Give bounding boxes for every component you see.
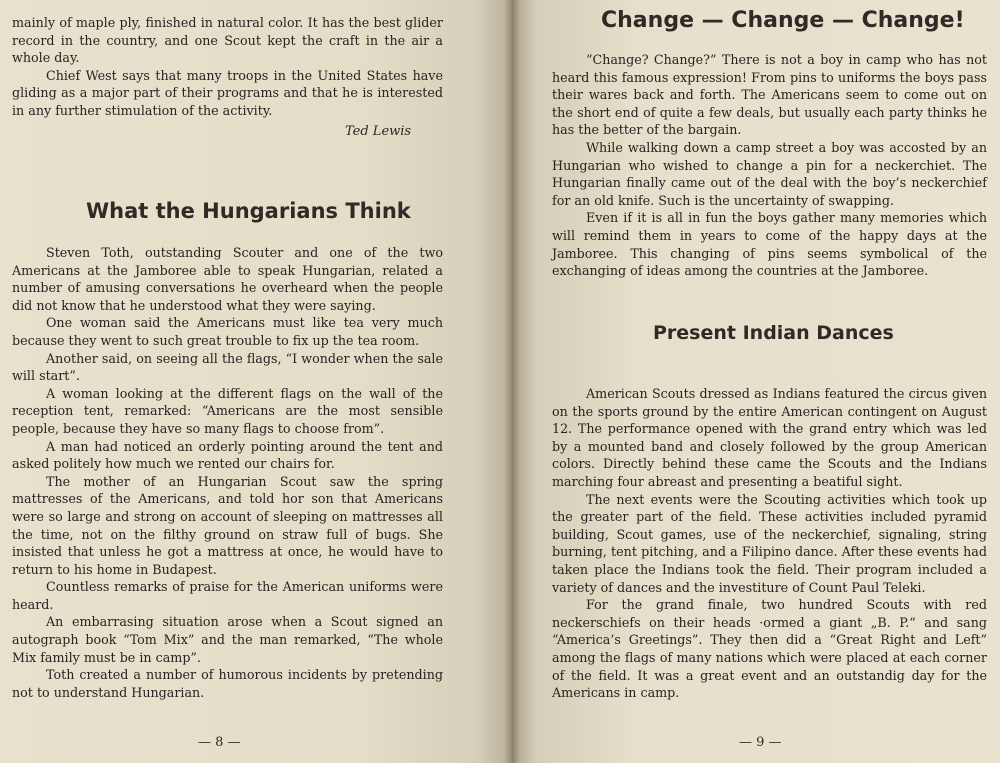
left-intro-paragraph-1: mainly of maple ply, finished in natural color. It has the best glider record in the country, and one Scout kept the craft in the air a whole day. [12, 15, 443, 66]
left-intro-paragraph-2: Chief West says that many troops in the United States have gliding as a major part of their programs and that he is interested in any further stimulation of the activity. [12, 67, 443, 118]
heading-change: Change — Change — Change! [601, 8, 965, 33]
article-signature: Ted Lewis [345, 124, 412, 139]
hungarians-paragraph-5: A man had noticed an orderly pointing around the tent and asked politely how much we rented our chairs for. [12, 438, 443, 472]
hungarians-paragraph-1: Steven Toth, outstanding Scouter and one of the two Americans at the Jamboree able to speak Hungarian, related a number of amusing conversations he overheard when the people did not know that he understood what they were saying. [12, 245, 443, 313]
left-intro-text [12, 14, 443, 120]
heading-hungarians-think: What the Hungarians Think [86, 199, 411, 223]
page-number-left: — 8 — [198, 735, 241, 750]
right-page [512, 0, 1000, 763]
indian-dances-paragraph-2: The next events were the Scouting activities which took up the greater part of the field. These activities included pyramid building, Scout games, use of the neckerchief, signaling, string burning, tent pitching, and a Filipino dance. After these events had taken place the Indians took the field. Their program included a variety of dances and the investiture of Count Paul Teleki. [552, 491, 987, 595]
hungarians-paragraph-9: Toth created a number of humorous incidents by pretending not to understand Hungarian. [12, 667, 443, 700]
hungarians-article-body [12, 244, 443, 701]
hungarians-paragraph-8: An embarrasing situation arose when a Scout signed an autograph book “Tom Mix” and the man remarked, “The whole Mix family must be in camp”. [12, 614, 443, 665]
hungarians-paragraph-4: A woman looking at the different flags on the wall of the reception tent, remarked: “Americans are the most sensible people, because they have so many flags to choose from”. [12, 385, 443, 436]
hungarians-paragraph-3: Another said, on seeing all the flags, “I wonder when the sale will start”. [12, 350, 443, 384]
hungarians-paragraph-6: The mother of an Hungarian Scout saw the spring mattresses of the Americans, and told hor son that Americans were so large and strong on account of sleeping on mattresses all the time, not on the filthy ground on straw full of bugs. She insisted that unless he got a mattress at once, he would have to return to his home in Budapest. [12, 473, 443, 577]
hungarians-paragraph-7: Countless remarks of praise for the American uniforms were heard. [12, 579, 443, 612]
indian-dances-paragraph-3: For the grand finale, two hundred Scouts with red neckerschiefs on their heads ·ormed a giant „B. P.“ and sang “America’s Greetings”. They then did a “Great Right and Left” among the flags of many nations which were placed at each corner of the field. It was a great event and an outstandig day for the Americans in camp. [552, 597, 987, 701]
change-paragraph-3: Even if it is all in fun the boys gather many memories which will remind them in years to come of the happy days at the Jamboree. This changing of pins seems symbolical of the exchanging of ideas among the countries at the Jamboree. [552, 210, 987, 279]
page-number-right: — 9 — [739, 735, 782, 750]
change-paragraph-1: “Change? Change?” There is not a boy in camp who has not heard this famous expression! From pins to uniforms the boys pass their wares back and forth. The Americans seem to come out on the short end of quite a few deals, but usually each party thinks he has the better of the bargain. [552, 52, 987, 138]
hungarians-paragraph-2: One woman said the Americans must like tea very much because they went to such great trouble to fix up the tea room. [12, 315, 443, 348]
indian-dances-paragraph-1: American Scouts dressed as Indians featured the circus given on the sports ground by the entire American contingent on August 12. The performance opened with the grand entry which was led by a mounted band and closely followed by the group American colors. Directly behind these came the Scouts and the Indians marching four abreast and presenting a beatiful sight. [552, 386, 987, 489]
indian-dances-article-body [552, 385, 987, 702]
change-paragraph-2: While walking down a camp street a boy was accosted by an Hungarian who wished to change a pin for a neckerchiet. The Hungarian finally came out of the deal with the boy’s neckerchief for an old knife. Such is the uncertainty of swapping. [552, 139, 987, 208]
change-article-body [552, 51, 987, 280]
heading-indian-dances: Present Indian Dances [653, 322, 894, 344]
